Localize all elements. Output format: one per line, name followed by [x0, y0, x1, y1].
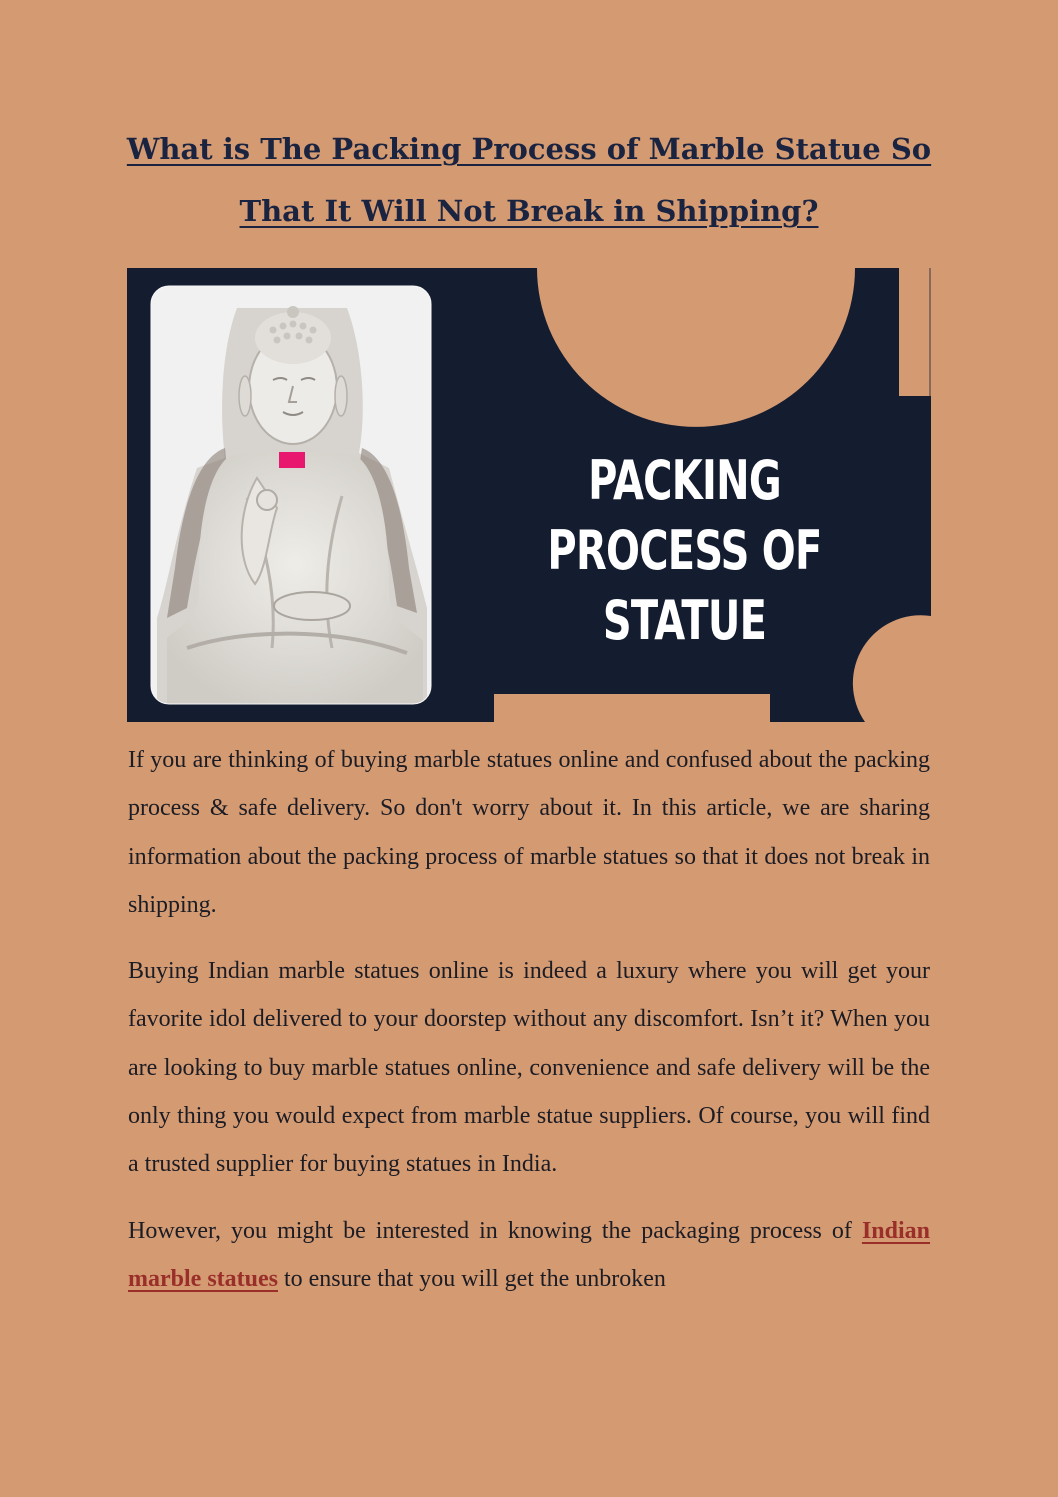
banner-heading-line-2: STATUE — [602, 589, 767, 652]
article-banner — [127, 268, 931, 722]
paragraph-3-trailing-text: to ensure that you will get the unbroken — [283, 1265, 666, 1292]
banner-heading-line-1: PACKING PROCESS OF — [547, 449, 822, 582]
banner-heading — [527, 446, 842, 656]
buddha-statue-photo — [151, 286, 431, 704]
body-paragraph-2: Buying Indian marble statues online is indeed a luxury where you will get your favorite idol delivered to your doorstep without any discomfort. Isn’t it? When you are looking to buy marble statues online, convenience and safe delivery will be the only thing you would expect from marble statue suppliers. Of course, you will find a trusted supplier for buying statues in India. — [128, 958, 930, 1178]
paragraph-3-lead-text: However, you might be interested in knowing the packaging process of — [128, 1217, 852, 1244]
body-paragraph-3 — [128, 1207, 930, 1304]
body-paragraph-1: If you are thinking of buying marble statues online and confused about the packing process & safe delivery. So don't worry about it. In this article, we are sharing information about the packing process of marble statues so that it does not break in shipping. — [128, 747, 930, 918]
indian-marble-statues-link[interactable]: Indian marble statues — [128, 1217, 931, 1292]
banner-notch — [899, 268, 931, 396]
article-title: What is The Packing Process of Marble Statue So That It Will Not Break in Shipping? — [126, 132, 932, 228]
article-body — [128, 736, 930, 1321]
price-tag-sticker — [279, 452, 305, 468]
